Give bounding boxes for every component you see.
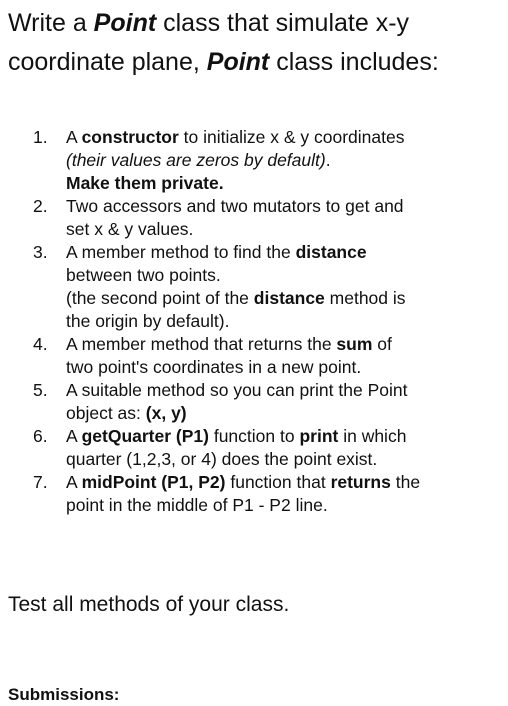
title-text-2: class that simulate x-y coordinate plane, — [8, 9, 410, 76]
requirement-item — [0, 425, 505, 471]
requirement-text: method is — [324, 288, 406, 308]
requirement-text: A member method to find the — [66, 242, 296, 262]
requirement-line — [66, 172, 505, 195]
requirement-text: quarter (1,2,3, or 4) does the point exist. — [66, 449, 378, 469]
requirement-text: . — [325, 150, 331, 170]
bold-term: Make them private. — [66, 173, 224, 193]
bold-term: returns — [330, 472, 391, 492]
requirement-text: point in the middle of P1 - P2 line. — [66, 495, 328, 515]
requirement-line — [66, 149, 505, 172]
requirement-number: 6. — [33, 426, 48, 446]
bold-term: getQuarter (P1) — [81, 426, 209, 446]
requirement-text: to initialize x & y coordinates — [178, 127, 405, 147]
requirements-list — [0, 126, 505, 517]
requirement-line — [66, 425, 505, 448]
bold-term: sum — [336, 334, 373, 354]
title-class-name: Point — [93, 9, 157, 37]
requirement-text: set x & y values. — [66, 219, 194, 239]
italic-note: (their values are zeros by default) — [66, 150, 326, 170]
requirement-line — [66, 310, 505, 333]
requirement-item — [0, 126, 505, 195]
test-instruction: Test all methods of your class. — [8, 593, 290, 616]
bold-term: constructor — [81, 127, 179, 147]
requirement-text: function that — [225, 472, 331, 492]
requirement-line — [66, 126, 505, 149]
requirement-number: 1. — [33, 127, 48, 147]
requirement-text: Two accessors and two mutators to get and — [66, 196, 404, 216]
requirement-text: object as: — [66, 403, 146, 423]
requirement-text: A — [66, 472, 82, 492]
requirement-text: in which — [338, 426, 407, 446]
requirement-text: A — [66, 426, 82, 446]
requirement-item — [0, 333, 505, 379]
requirement-line — [66, 195, 505, 218]
bold-term: distance — [295, 242, 367, 262]
title-text-3: class includes: — [269, 48, 439, 76]
requirement-number: 4. — [33, 334, 48, 354]
bold-term: midPoint (P1, P2) — [81, 472, 226, 492]
requirement-line — [66, 356, 505, 379]
title-class-name-2: Point — [206, 48, 270, 76]
requirement-text: of — [372, 334, 392, 354]
requirement-line — [66, 264, 505, 287]
title-text-1: Write a — [8, 9, 94, 37]
requirement-line — [66, 218, 505, 241]
requirement-text: the origin by default). — [66, 311, 230, 331]
requirement-text: (the second point of the — [66, 288, 254, 308]
requirement-text: function to — [208, 426, 300, 446]
assignment-title — [8, 4, 503, 82]
requirement-text: A suitable method so you can print the Point — [66, 380, 408, 400]
requirement-item — [0, 471, 505, 517]
requirement-line — [66, 287, 505, 310]
requirement-line — [66, 471, 505, 494]
bold-term: print — [299, 426, 339, 446]
requirement-line — [66, 402, 505, 425]
bold-term: (x, y) — [145, 403, 187, 423]
requirement-line — [66, 379, 505, 402]
requirement-number: 5. — [33, 380, 48, 400]
requirement-text: two point's coordinates in a new point. — [66, 357, 362, 377]
requirement-number: 2. — [33, 196, 48, 216]
submissions-heading: Submissions: — [8, 685, 120, 704]
requirement-item — [0, 241, 505, 333]
requirement-line — [66, 333, 505, 356]
requirement-line — [66, 241, 505, 264]
requirement-number: 3. — [33, 242, 48, 262]
requirement-number: 7. — [33, 472, 48, 492]
requirement-text: between two points. — [66, 265, 221, 285]
requirement-line — [66, 494, 505, 517]
requirement-line — [66, 448, 505, 471]
bold-term: distance — [253, 288, 325, 308]
requirement-item — [0, 195, 505, 241]
requirement-text: A member method that returns the — [66, 334, 337, 354]
requirement-text: A — [66, 127, 82, 147]
requirement-text: the — [390, 472, 421, 492]
requirement-item — [0, 379, 505, 425]
